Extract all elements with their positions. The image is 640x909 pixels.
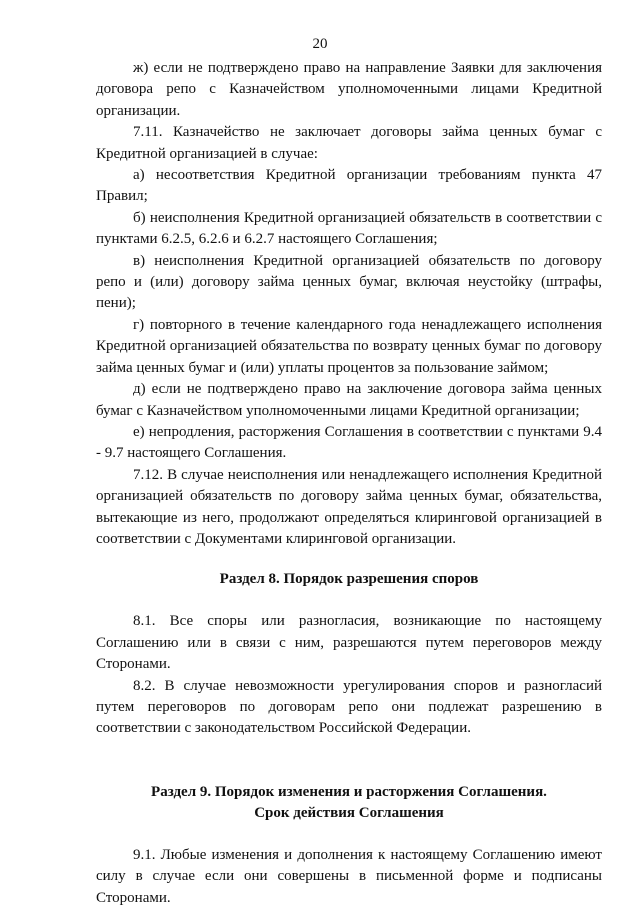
paragraph-7-11-d: д) если не подтверждено право на заключение договора займа ценных бумаг с Казначейством уполномоченными лицами Кредитной организации; [96, 381, 602, 419]
page-content [96, 58, 602, 909]
paragraph-7-12: 7.12. В случае неисполнения или ненадлежащего исполнения Кредитной организацией обязательств по договору займа ценных бумаг, обязательства, вытекающие из него, продолжают определяться клиринговой организацией в соответствии с Документами клиринговой организации. [96, 466, 602, 547]
section-9-heading-line-2: Срок действия Соглашения [254, 804, 444, 821]
paragraph-7-11-g: г) повторного в течение календарного года ненадлежащего исполнения Кредитной организацией обязательства по возврату ценных бумаг по договору займа ценных бумаг и (или) уплаты процентов за пользование займом; [96, 316, 602, 376]
paragraph-7-11-b: б) неисполнения Кредитной организацией обязательств в соответствии с пунктами 6.2.5, 6.2.6 и 6.2.7 настоящего Соглашения; [96, 209, 602, 248]
paragraph-7-11-v: в) неисполнения Кредитной организацией обязательств по договору репо и (или) договору займа ценных бумаг, включая неустойку (штрафы, пени); [96, 252, 602, 312]
paragraph-9-1: 9.1. Любые изменения и дополнения к настоящему Соглашению имеют силу в случае если они совершены в письменной форме и подписаны Сторонами. [96, 846, 602, 906]
paragraph-8-1: 8.1. Все споры или разногласия, возникающие по настоящему Соглашению или в связи с ним, разрешаются путем переговоров между Сторонами. [96, 613, 602, 673]
paragraph-7-11-e: е) непродления, расторжения Соглашения в соответствии с пунктами 9.4 - 9.7 настоящего Соглашения. [96, 423, 602, 462]
section-8-heading: Раздел 8. Порядок разрешения споров [219, 571, 479, 588]
section-9-heading [96, 782, 602, 824]
section-9-heading-line-1: Раздел 9. Порядок изменения и расторжения Соглашения. [151, 783, 547, 800]
page-number: 20 [312, 36, 328, 52]
paragraph-7-11: 7.11. Казначейство не заключает договоры займа ценных бумаг с Кредитной организацией в случае: [96, 124, 602, 162]
paragraph-7-11-a: а) несоответствия Кредитной организации требованиям пункта 47 Правил; [96, 167, 602, 205]
paragraph-7-10-zh: ж) если не подтверждено право на направление Заявки для заключения договора репо с Казначейством уполномоченными лицами Кредитной организации. [96, 60, 602, 119]
paragraph-8-2: 8.2. В случае невозможности урегулирования споров и разногласий путем переговоров по договорам репо они подлежат разрешению в соответствии с законодательством Российской Федерации. [96, 677, 602, 737]
